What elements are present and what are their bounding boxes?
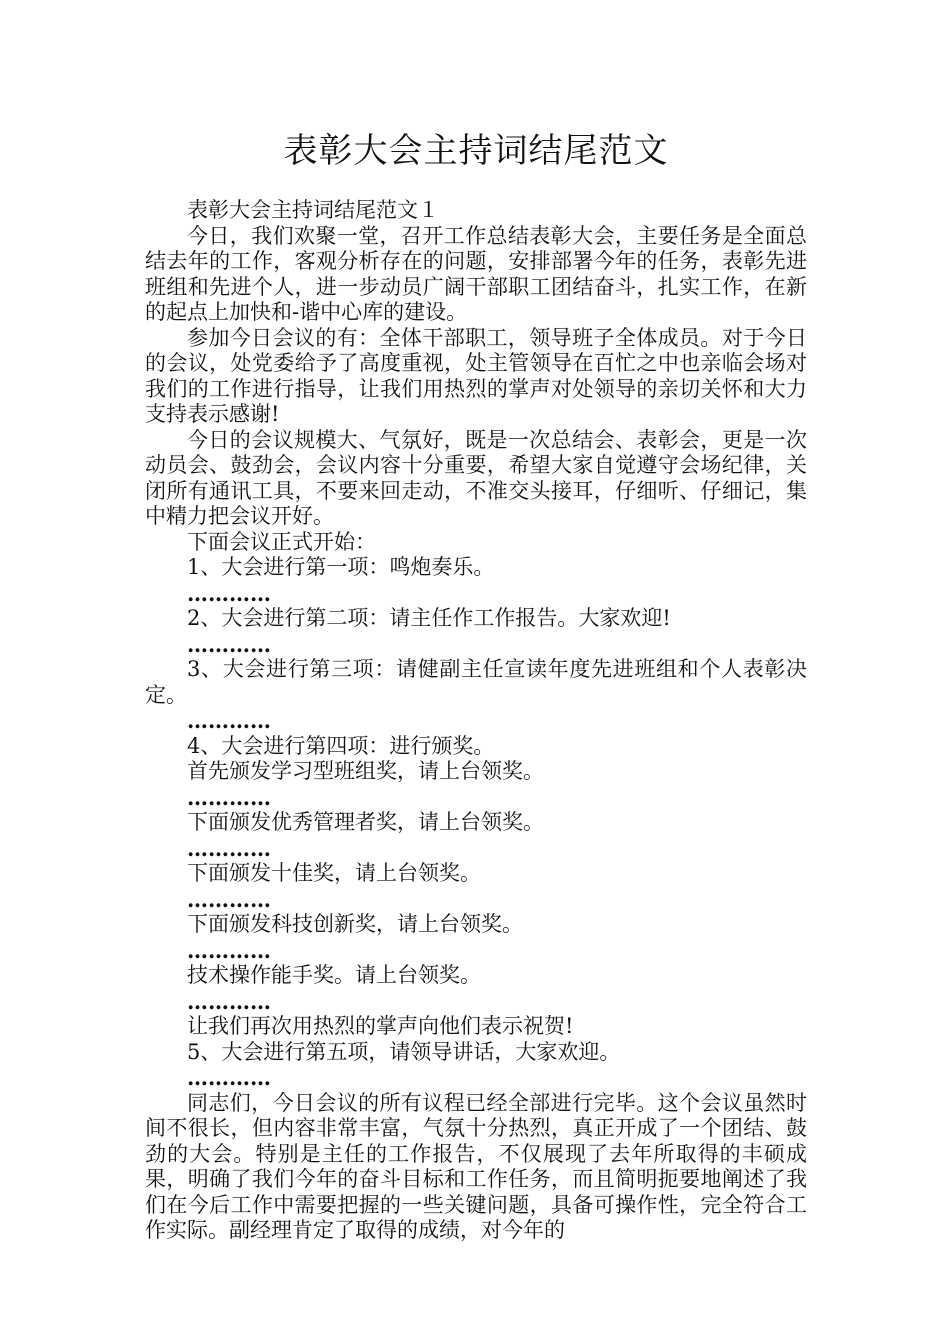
award-technical-expert: 技术操作能手奖。请上台领奖。 <box>187 963 481 987</box>
award-innovation: 下面颁发科技创新奖，请上台领奖。 <box>187 912 523 936</box>
agenda-item-5: 5、大会进行第五项，请领导讲话，大家欢迎。 <box>187 1039 621 1064</box>
ellipsis-separator: ………… <box>187 580 271 606</box>
agenda-item-3: 3、大会进行第三项：请健副主任宣读年度先进班组和个人表彰决定。 <box>145 657 807 707</box>
ellipsis-separator: ………… <box>187 708 271 733</box>
section-heading: 表彰大会主持词结尾范文１ <box>187 198 439 222</box>
ellipsis-separator: ………… <box>187 988 271 1014</box>
ellipsis-separator: ………… <box>187 1065 271 1090</box>
paragraph-attendees: 参加今日会议的有：全体干部职工，领导班子全体成员。对于今日的会议，处党委给予了高度重视，处主管领导在百忙之中也亲临会场对我们的工作进行指导，让我们用热烈的掌声对处领导的亲切关怀和大力支持表示感谢! <box>145 325 807 426</box>
ellipsis-separator: ………… <box>187 937 271 963</box>
ellipsis-separator: ………… <box>187 784 271 810</box>
document-body <box>145 198 807 1244</box>
agenda-start: 下面会议正式开始： <box>187 529 376 554</box>
award-top-ten: 下面颁发十佳奖，请上台领奖。 <box>187 861 481 885</box>
ellipsis-separator: ………… <box>187 835 271 861</box>
agenda-item-1: 1、大会进行第一项：鸣炮奏乐。 <box>187 555 495 579</box>
agenda-item-2: 2、大会进行第二项：请主任作工作报告。大家欢迎! <box>187 606 671 630</box>
ellipsis-separator: ………… <box>187 631 271 657</box>
paragraph-closing: 同志们，今日会议的所有议程已经全部进行完毕。这个会议虽然时间不很长，但内容非常丰富，气氛十分热烈，真正开成了一个团结、鼓劲的大会。特别是主任的工作报告，不仅展现了去年所取得的丰硕成果，明确了我们今年的奋斗目标和工作任务，而且简明扼要地阐述了我们在今后工作中需要把握的一些关键问题，具备可操作性，完全符合工作实际。副经理肯定了取得的成绩，对今年的 <box>145 1090 807 1242</box>
award-learning-team: 首先颁发学习型班组奖，请上台领奖。 <box>187 759 544 783</box>
agenda-item-4: 4、大会进行第四项：进行颁奖。 <box>187 733 495 758</box>
award-excellent-manager: 下面颁发优秀管理者奖，请上台领奖。 <box>187 810 544 834</box>
paragraph-discipline: 今日的会议规模大、气氛好，既是一次总结会、表彰会，更是一次动员会、鼓劲会，会议内容十分重要，希望大家自觉遵守会场纪律，关闭所有通讯工具，不要来回走动，不准交头接耳，仔细听、仔细记，集中精力把会议开好。 <box>145 427 807 528</box>
paragraph-opening: 今日，我们欢聚一堂，召开工作总结表彰大会，主要任务是全面总结去年的工作，客观分析存在的问题，安排部署今年的任务，表彰先进班组和先进个人，进一步动员广阔干部职工团结奋斗，扎实工作，在新的起点上加快和-谐中心库的建设。 <box>145 223 807 324</box>
document-title: 表彰大会主持词结尾范文 <box>283 131 669 171</box>
ellipsis-separator: ………… <box>187 886 271 912</box>
congratulations-line: 让我们再次用热烈的掌声向他们表示祝贺! <box>187 1014 574 1038</box>
